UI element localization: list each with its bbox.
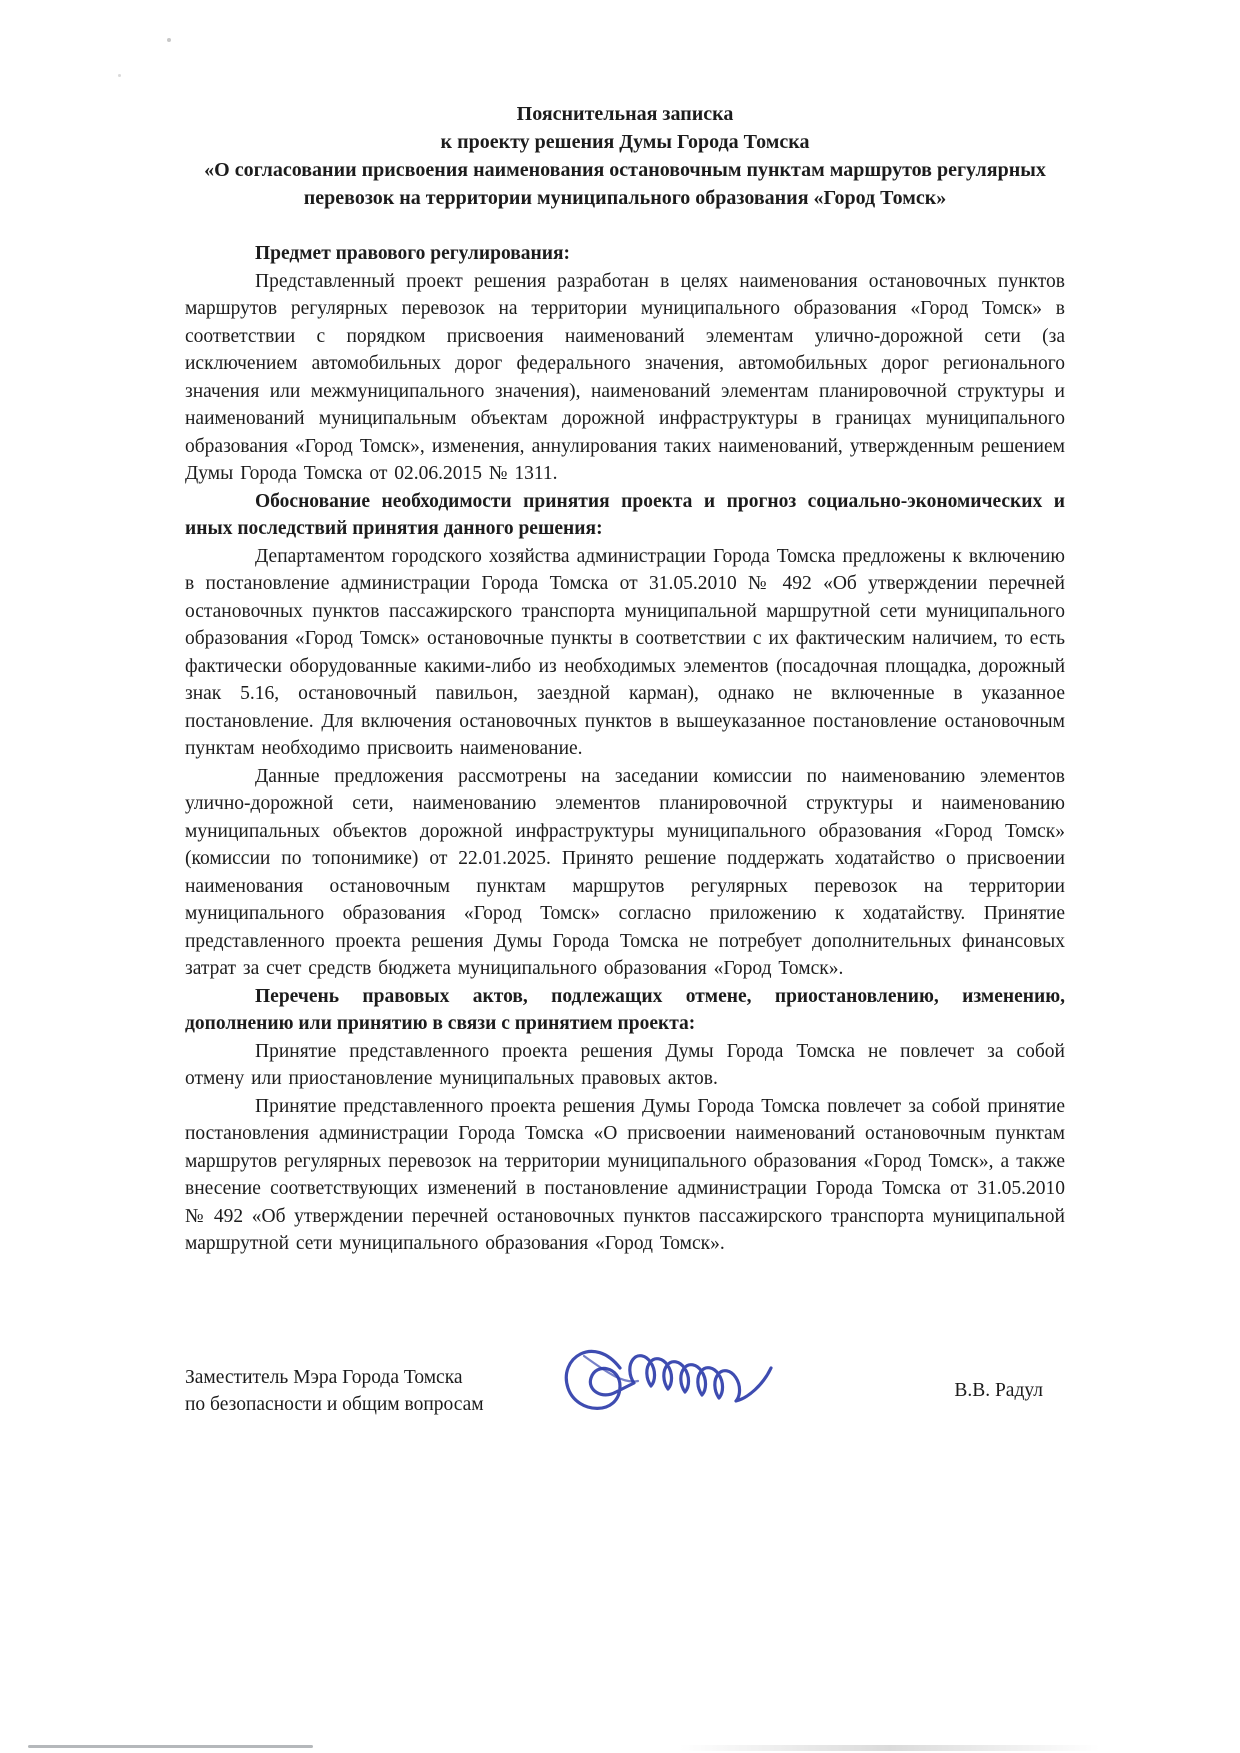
title-line-2: к проекту решения Думы Города Томска bbox=[440, 131, 810, 153]
scan-artifact-line bbox=[28, 1745, 313, 1748]
paragraph-subject: Представленный проект решения разработан в целях наименования остановочных пунктов маршрутов регулярных перевозок на территории муниципального образования «Город Томск» в соответствии с порядком присвоения наименований элементам улично-дорожной сети (за исключением автомобильных дорог федерального значения, автомобильных дорог регионального значения или межмуниципального значения), наименований элементам планировочной структуры и наименований муниципальным объектам дорожной инфраструктуры в границах муниципального образования «Город Томск», изменения, аннулирования таких наименований, утвержденным решением Думы Города Томска от 02.06.2015 № 1311. bbox=[185, 270, 1065, 484]
paragraph-acts-2: Принятие представленного проекта решения Думы Города Томска повлечет за собой принятие постановления администрации Города Томска «О присвоении наименований остановочным пунктам маршрутов регулярных перевозок на территории муниципального образования «Город Томск», а также внесение соответствующих изменений в постановление администрации Города Томска от 31.05.2010 № 492 «Об утверждении перечней остановочных пунктов пассажирского транспорта муниципальной маршрутной сети муниципального образования «Город Томск». bbox=[185, 1095, 1065, 1254]
section-heading-justification: Обоснование необходимости принятия проекта и прогноз социально-экономических и иных последствий принятия данного решения: bbox=[185, 490, 1065, 539]
signature-ink bbox=[554, 1326, 824, 1443]
section-heading-subject: Предмет правового регулирования: bbox=[255, 243, 570, 264]
signatory-position-line-2: по безопасности и общим вопросам bbox=[185, 1394, 484, 1415]
title-line-3: «О согласовании присвоения наименования остановочным пунктам маршрутов регулярных перевозок на территории муниципального образования «Город Томск» bbox=[204, 159, 1046, 209]
section-heading-acts: Перечень правовых актов, подлежащих отмене, приостановлению, изменению, дополнению или принятию в связи с принятием проекта: bbox=[185, 985, 1065, 1034]
signatory-position-line-1: Заместитель Мэра Города Томска bbox=[185, 1366, 463, 1388]
scan-artifact-dot bbox=[167, 38, 171, 42]
paragraph-justification-1: Департаментом городского хозяйства администрации Города Томска предложены к включению в постановление администрации Города Томска от 31.05.2010 № 492 «Об утверждении перечней остановочных пунктов пассажирского транспорта муниципальной маршрутной сети муниципального образования «Город Томск» остановочные пункты в соответствии с их фактическим наличием, то есть фактически оборудованные какими-либо из необходимых элементов (посадочная площадка, дорожный знак 5.16, остановочный павильон, заездной карман), однако не включенные в указанное постановление. Для включения остановочных пунктов в вышеуказанное постановление остановочным пунктам необходимо присвоить наименование. bbox=[185, 545, 1065, 759]
signature-block bbox=[185, 1340, 1065, 1443]
signatory-position bbox=[185, 1364, 484, 1419]
signatory-name: В.В. Радул bbox=[954, 1380, 1043, 1401]
document-title bbox=[185, 100, 1065, 212]
paragraph-justification-2: Данные предложения рассмотрены на заседании комиссии по наименованию элементов улично-дорожной сети, наименованию элементов планировочной структуры и наименованию муниципальных объектов дорожной инфраструктуры муниципального образования «Город Томск» (комиссии по топонимике) от 22.01.2025. Принято решение поддержать ходатайство о присвоении наименования остановочным пунктам маршрутов регулярных перевозок на территории муниципального образования «Город Томск» согласно приложению к ходатайству. Принятие представленного проекта решения Думы Города Томска не потребует дополнительных финансовых затрат за счет средств бюджета муниципального образования «Город Томск». bbox=[185, 765, 1065, 979]
scan-artifact-smudge bbox=[680, 1745, 1100, 1751]
paragraph-acts-1: Принятие представленного проекта решения Думы Города Томска не повлечет за собой отмену или приостановление муниципальных правовых актов. bbox=[185, 1040, 1065, 1089]
scan-artifact-dot bbox=[118, 74, 121, 77]
title-line-1: Пояснительная записка bbox=[516, 103, 734, 125]
